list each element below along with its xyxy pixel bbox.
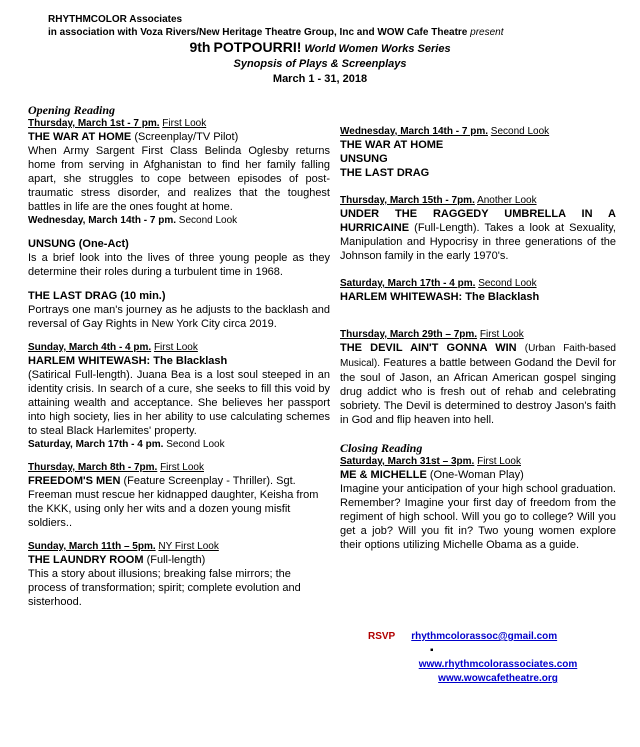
event-description: Is a brief look into the lives of three young people as they determine their roles during a turbulent time in 1968.: [28, 252, 330, 278]
website-link[interactable]: www.wowcafetheatre.org: [438, 673, 558, 684]
event-title: UNSUNG (One-Act): [28, 238, 129, 250]
event-date: Sunday, March 11th – 5pm. NY First Look: [28, 541, 219, 552]
event-description: (Satirical Full-length). Juana Bea is a lost soul steeped in an identity crisis. In search of a cure, she seeks to fill this void by attaining wealth and acceptance. She believes her passport into high society, lies in her ability to use calculating schemes to steal Black Harlemites' property.: [28, 369, 330, 437]
event-title: THE WAR AT HOME (Screenplay/TV Pilot): [28, 131, 239, 143]
event-date: Sunday, March 4th - 4 pm. First Look: [28, 342, 198, 353]
opening-heading: Opening Reading: [28, 103, 116, 117]
event-title: ME & MICHELLE (One-Woman Play): [340, 469, 524, 481]
date-range: March 1 - 31, 2018: [272, 73, 368, 85]
org-name: RHYTHMCOLOR Associates: [48, 14, 183, 25]
event-description: When Army Sargent First Class Belinda Oglesby returns home from serving in Afghanistan to find her family falling apart, she struggles to cope between episodes of post- traumatic stress disorder, and realizes that the toughest battles in life are the ones fought at home.: [28, 145, 330, 213]
event-date: Thursday, March 8th - 7pm. First Look: [28, 462, 204, 473]
right-column: [340, 103, 616, 552]
website-link[interactable]: www.rhythmcolorassociates.com: [418, 659, 578, 670]
event-date: Saturday, March 17th - 4 pm. Second Look: [28, 439, 225, 450]
event-date: Thursday, March 1st - 7 pm. First Look: [28, 118, 207, 129]
association-line: in association with Voza Rivers/New Heritage Theatre Group, Inc and WOW Cafe Theatre present: [48, 27, 504, 38]
event-title: HARLEM WHITEWASH: The Blacklash: [28, 355, 228, 367]
present-word: present: [470, 27, 504, 38]
event-date: Saturday, March 17th - 4 pm. Second Look: [340, 278, 537, 289]
subtitle: Synopsis of Plays & Screenplays: [233, 58, 407, 70]
event-description: FREEDOM'S MEN (Feature Screenplay - Thriller). Sgt. Freeman must rescue her kidnapped daughter, Keisha from the KKK, using only her wits and a dozen young misfit soldiers..: [28, 475, 319, 529]
event-title: THE LAUNDRY ROOM (Full-length): [28, 554, 206, 566]
event-date: Saturday, March 31st – 3pm. First Look: [340, 456, 521, 467]
event-title: HARLEM WHITEWASH: The Blacklash: [340, 291, 540, 303]
header: [48, 13, 608, 39]
rsvp-email-link[interactable]: rhythmcolorassoc@gmail.com: [411, 631, 558, 642]
rsvp-label: RSVP: [368, 631, 396, 642]
left-column: [28, 103, 330, 609]
event-date: Thursday, March 29th – 7pm. First Look: [340, 329, 524, 340]
event-description: Imagine your anticipation of your high school graduation. Remember? Imagine your first day of freedom from the regiment of high school. Will you go to college? Will you get a job? Will you fit in? Two young women explore their options utilizing Michelle Obama as a guide.: [340, 483, 616, 551]
event-date: Thursday, March 15th - 7pm. Another Look: [340, 195, 537, 206]
series-title: 9th POTPOURRI! World Women Works Series: [189, 39, 451, 55]
bullet-separator: ▪: [430, 645, 434, 656]
rsvp-block: [368, 630, 608, 686]
event-date: Wednesday, March 14th - 7 pm. Second Look: [28, 215, 238, 226]
event-date: Wednesday, March 14th - 7 pm. Second Look: [340, 126, 550, 137]
event-title: THE LAST DRAG: [340, 167, 430, 179]
event-description: This a story about illusions; breaking false mirrors; the process of transformation; spirit; complete evolution and sisterhood.: [28, 568, 301, 608]
event-description: UNDER THE RAGGEDY UMBRELLA IN A HURRICAINE (Full-Length). Takes a look at Sexuality, Manipulation and Hypocrisy in three generations of the Johnson family in the early 1970's.: [340, 208, 616, 262]
closing-heading: Closing Reading: [340, 441, 423, 455]
event-description: THE DEVIL AIN'T GONNA WIN (Urban Faith-based Musical). Features a battle between Godand the Devil for the soul of Jason, an African American gospel singing drug addict who is fresh out of rehab and celebrating sobriety. The Devil is determined to destroy Jason's faith in God and flip heaven into hell.: [340, 342, 616, 426]
event-title: THE WAR AT HOME: [340, 139, 444, 151]
event-title: UNSUNG: [340, 153, 388, 165]
event-title: THE LAST DRAG (10 min.): [28, 290, 166, 302]
event-description: Portrays one man's journey as he adjusts to the backlash and reversal of Gay Rights in New York City circa 2019.: [28, 304, 330, 330]
title-block: [150, 40, 490, 87]
